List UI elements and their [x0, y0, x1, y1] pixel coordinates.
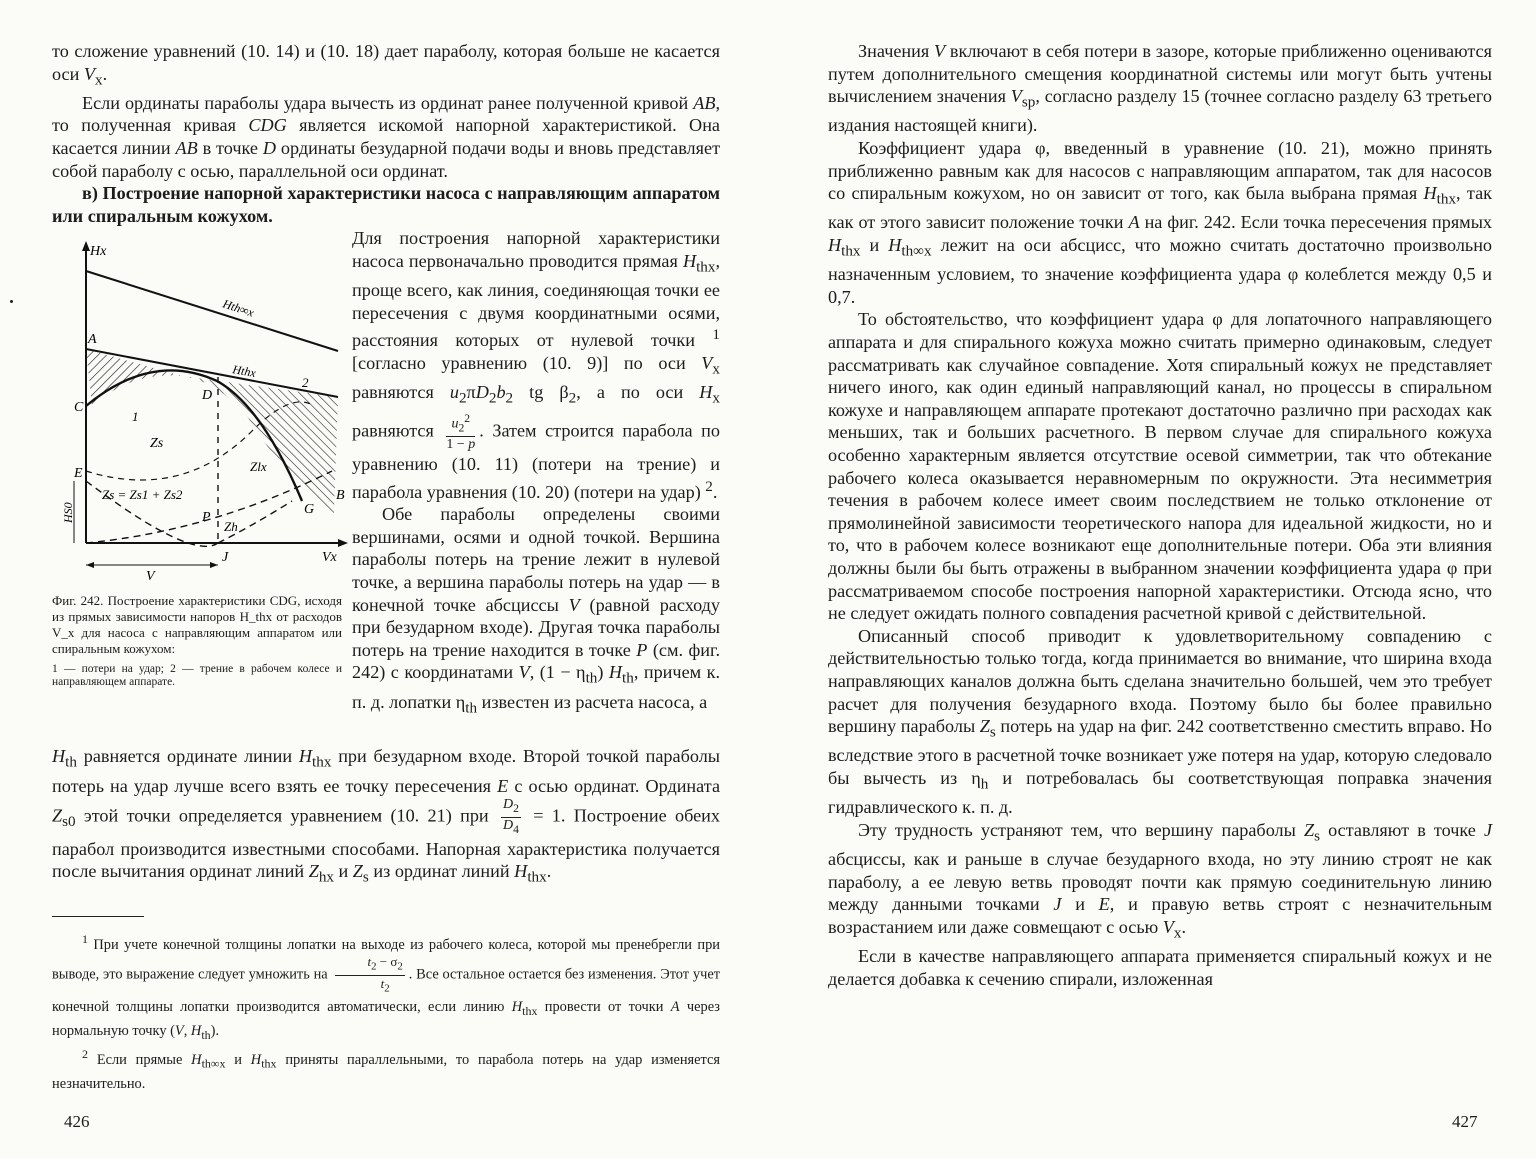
footnote-1: $^1$ При учете конечной толщины лопатки на выходе из рабочего колеса, которой мы пренебрегли при выводе, это выражение следует умножить на $\frac{t_2 - \sigma_2}{t_2}$ . Все остальное остается без изменения. Этот учет конечной толщины лопатки производится автоматически, если линию $H_{thx}$ провести от точки A через нормальную точку (V, $H_{th}$).	[52, 931, 720, 1042]
label-zs: Zs	[150, 436, 164, 452]
right-paragraph-4: Описанный способ приводит к удовлетворительному совпадению с действительностью только тогда, когда принимается во внимание, что ширина входа направляющих каналов должна быть сделана значительно большей, чем это требует расчет для получения безударного входа. Поэтому было бы более правильно вершину параболы $Z_s$ потерь на удар на фиг. 242 соответственно сместить вправо. Но вследствие этого в расчетной точке возникает уже потеря на удар, которую следовало бы вычесть из $\eta_h$ и потребовалась бы соответствующая поправка значения гидравлического к. п. д.	[828, 625, 1493, 818]
figure-242	[52, 231, 352, 591]
figure-caption-legend: 1 — потери на удар; 2 — трение в рабочем колесе и направляющем аппарате.	[52, 663, 342, 689]
left-paragraph-4-cont: $H_{th}$ равняется ординате линии $H_{thx}$ при безударном входе. Второй точкой параболы потерь на удар лучше всего взять ее точку пересечения E с осью ординат. Ордината $Z_{s0}$ этой точки определяется уравнением (10. 21) при $\frac{D_2}{D_4}$ = 1. Построение обеих парабол производится известными способами. Напорная характеристика получается после вычитания ординат линий $Z_{hx}$ и $Z_s$ из ординат линий $H_{thx}$.	[52, 746, 721, 887]
label-g: G	[304, 502, 315, 518]
label-hthx: Hthx	[231, 362, 257, 381]
line-hth-inf	[86, 271, 338, 351]
right-page	[828, 40, 1492, 990]
footnote-2: $^2$ Если прямые $H_{th\infty x}$ и $H_{thx}$ приняты параллельными, то парабола потерь на удар изменяется незначительно.	[52, 1047, 721, 1093]
label-a: A	[88, 332, 97, 348]
label-v: V	[146, 569, 155, 585]
left-paragraph-2: Если ординаты параболы удара вычесть из ординат ранее полученной кривой AB, то полученная кривая CDG является искомой напорной характеристикой. Она касается линии AB в точке D ординаты безударной подачи воды и вновь представляет собой параболу с осью, параллельной оси ординат.	[52, 92, 721, 181]
right-paragraph-6: Если в качестве направляющего аппарата применяется спиральный кожух и не делается добавка к сечению спирали, изложенная	[828, 946, 1492, 989]
section-heading: в) Построение напорной характеристики насоса с направляющим аппаратом или спиральным кожухом.	[52, 183, 720, 226]
label-p: P	[202, 510, 211, 526]
label-j: J	[222, 550, 229, 566]
label-c: C	[74, 400, 84, 416]
label-zh: Zh	[224, 519, 238, 535]
right-paragraph-2: Коэффициент удара φ, введенный в уравнение (10. 21), можно принять приближенно равным как для насосов с направляющим аппаратом, так для насосов со спиральным кожухом, но он зависит от того, как была выбрана прямая $H_{thx}$, так как от этого зависит положение точки A на фиг. 242. Если точка пересечения прямых $H_{thx}$ и $H_{th\infty x}$ лежит на оси абсцисс, что можно считать достаточно произвольно назначенным условием, то значение коэффициента удара φ колеблется между 0,5 и 0,7.	[828, 138, 1493, 307]
label-d: D	[202, 388, 213, 404]
left-paragraph-1: то сложение уравнений (10. 14) и (10. 18) дает параболу, которая больше не касается оси $V_x$.	[52, 41, 720, 89]
margin-speck	[10, 300, 13, 303]
x-axis-arrow	[338, 539, 348, 547]
label-hs0: HS0	[61, 502, 75, 524]
label-2: 2	[302, 375, 309, 391]
right-paragraph-5: Эту трудность устраняют тем, что вершину параболы $Z_s$ оставляют в точке J абсциссы, как и раньше в случае безударного входа, но эту линию строят не как параболу, а ее левую ветвь проводят почти как прямую соединительную линию между данными точками J и E, и правую ветвь строят с незначительным возрастанием или даже совмещают с осью $V_x$.	[828, 819, 1493, 942]
footnote-rule	[52, 916, 144, 917]
label-hx: Hx	[90, 244, 107, 260]
left-page	[52, 40, 720, 1094]
label-b: B	[336, 488, 345, 504]
right-paragraph-1: Значения V включают в себя потери в зазоре, которые приближенно оцениваются путем дополнительного смещения координатной системы или могут быть учтены вычислением значения $V_{sp}$, согласно разделу 15 (точнее согласно разделу 63 третьего издания настоящей книги).	[828, 41, 1493, 136]
figure-caption: Фиг. 242. Построение характеристики CDG, исходя из прямых зависимости напоров H_thx от расходов V_x для насоса с направляющим аппаратом или спиральным кожухом:	[52, 593, 342, 657]
parabola-friction	[86, 471, 332, 543]
label-zsum: Zs = Zs1 + Zs2	[102, 487, 183, 503]
page-number-right: 427	[1452, 1112, 1478, 1131]
label-e: E	[74, 466, 83, 482]
right-paragraph-3: То обстоятельство, что коэффициент удара φ для лопаточного направляющего аппарата и для спирального кожуха можно считать примерно одинаковым, следует рассматривать как случайное совпадение. Хотя спиральный кожух не представляет ничего иного, как один единый направляющий канал, но процессы в спиральном кожухе и направляющем аппарате протекают достаточно различно при расходах как меньших, так и больших расчетного. В первом случае для спирального кожуха особенно характерным является отсутствие осевой симметрии, так что обтекание рабочего колеса оказывается неравномерным по окружности. Эта несимметрия течения в рабочем колесе имеет своим последствием не только отклонение от прямолинейной зависимости теоретического напора для идеальной жидкости, но и то, что в рабочем колесе возникают еще дополнительные потери. Оба эти влияния должны были бы быть отражены в выбранном значении коэффициента удара φ при рассматриваемом способе построения напорной характеристики. Отсюда ясно, что не следует ожидать полного совпадения расчетной кривой с действительной.	[828, 309, 1493, 624]
page-number-left: 426	[64, 1112, 90, 1131]
label-1: 1	[132, 409, 139, 425]
left-paragraph-3: Для построения напорной характеристики насоса первоначально проводится прямая $H_{thx}$, проще всего, как линия, соединяющая точки ее пересечения с двумя координатными осями, расстояния которых от нулевой точки $^1$ [согласно уравнению (10. 9)] по оси $V_x$ равняются $u_2\pi D_2b_2$ tg $\beta_2$, а по оси $H_x$ равняются $\frac{u_2^2}{1 - p}$ . Затем строится парабола по уравнению (10. 11) (потери на трение) и парабола уравнения (10. 20) (потери на удар) $^2$.	[352, 228, 721, 502]
label-zlx: Zlx	[250, 459, 267, 475]
y-axis-arrow	[82, 241, 90, 251]
left-paragraph-4: Обе параболы определены своими вершинами, осями и одной точкой. Вершина параболы потерь на трение лежит в нулевой точке, а вершина параболы потерь на удар — в конечной точке абсциссы V (равной расходу при безударном входе). Другая точка параболы потерь на трение находится в точке P (см. фиг. 242) с координатами V, $(1 - \eta_{th})$ $H_{th}$, причем к. п. д. лопатки $\eta_{th}$ известен из расчета насоса, а	[352, 504, 721, 717]
label-hthinf: Hth∞x	[221, 296, 256, 321]
label-vx: Vx	[322, 550, 337, 566]
